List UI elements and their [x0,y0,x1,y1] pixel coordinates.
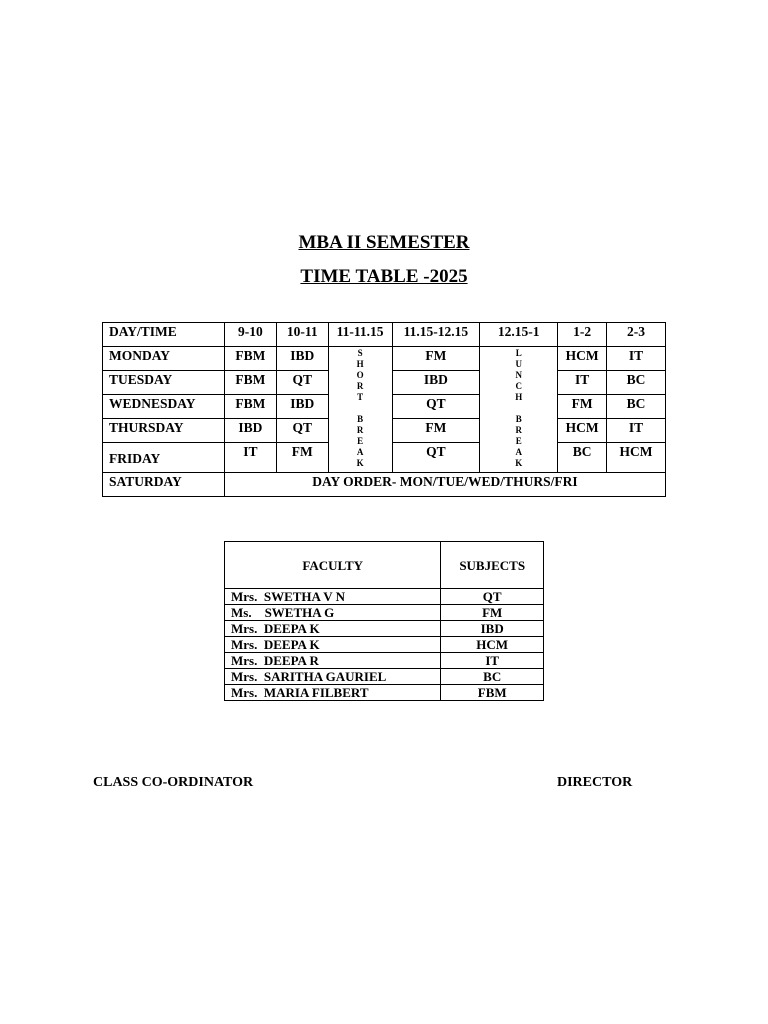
period-cell: IT [224,443,276,473]
header-cell: 11.15-12.15 [392,323,480,347]
header-cell: 1-2 [558,323,607,347]
table-row [225,637,544,653]
period-cell: QT [392,395,480,419]
faculty-subject: QT [441,589,544,605]
period-cell: IT [607,347,666,371]
period-cell: IT [607,419,666,443]
faculty-header-row [225,542,544,589]
period-cell: FM [392,347,480,371]
period-cell: BC [558,443,607,473]
document-subtitle: TIME TABLE -2025 [300,266,468,287]
faculty-subject: FBM [441,685,544,701]
day-cell: WEDNESDAY [103,395,225,419]
table-row [225,669,544,685]
period-cell: FBM [224,395,276,419]
period-cell: HCM [558,419,607,443]
document-title: MBA II SEMESTER [298,232,470,253]
day-cell: SATURDAY [103,473,225,497]
period-cell: HCM [607,443,666,473]
period-cell: QT [392,443,480,473]
header-cell: 12.15-1 [480,323,558,347]
header-cell: 9-10 [224,323,276,347]
faculty-subject: BC [441,669,544,685]
period-cell: IBD [392,371,480,395]
subjects-header: SUBJECTS [441,542,544,589]
saturday-note: DAY ORDER- MON/TUE/WED/THURS/FRI [224,473,665,497]
period-cell: FM [276,443,328,473]
faculty-subject: HCM [441,637,544,653]
day-cell: MONDAY [103,347,225,371]
header-cell: 2-3 [607,323,666,347]
timetable-header-row [103,323,666,347]
faculty-name: Mrs. DEEPA K [225,637,441,653]
table-row [103,347,666,371]
period-cell: BC [607,371,666,395]
table-row [225,589,544,605]
period-cell: HCM [558,347,607,371]
header-cell: 10-11 [276,323,328,347]
faculty-header: FACULTY [225,542,441,589]
table-row [103,473,666,497]
faculty-subject: IBD [441,621,544,637]
period-cell: IBD [224,419,276,443]
period-cell: FBM [224,347,276,371]
header-cell: DAY/TIME [103,323,225,347]
period-cell: IBD [276,347,328,371]
lunch-break-cell: L U N C H B R E A K [480,347,558,473]
table-row [225,653,544,669]
faculty-subject: FM [441,605,544,621]
period-cell: BC [607,395,666,419]
day-cell: TUESDAY [103,371,225,395]
period-cell: FM [558,395,607,419]
faculty-table [224,541,544,701]
faculty-name: Mrs. DEEPA K [225,621,441,637]
period-cell: IT [558,371,607,395]
faculty-name: Mrs. SARITHA GAURIEL [225,669,441,685]
faculty-name: Mrs. MARIA FILBERT [225,685,441,701]
class-coordinator-signature: CLASS CO-ORDINATOR [93,775,254,790]
table-row [225,621,544,637]
period-cell: IBD [276,395,328,419]
period-cell: QT [276,419,328,443]
faculty-name: Ms. SWETHA G [225,605,441,621]
faculty-subject: IT [441,653,544,669]
header-cell: 11-11.15 [328,323,392,347]
table-row [225,605,544,621]
period-cell: FM [392,419,480,443]
short-break-cell: S H O R T B R E A K [328,347,392,473]
faculty-name: Mrs. DEEPA R [225,653,441,669]
day-cell: THURSDAY [103,419,225,443]
day-cell: FRIDAY [103,443,225,473]
director-signature: DIRECTOR [557,775,633,790]
period-cell: QT [276,371,328,395]
table-row [225,685,544,701]
faculty-name: Mrs. SWETHA V N [225,589,441,605]
timetable [102,322,666,497]
period-cell: FBM [224,371,276,395]
